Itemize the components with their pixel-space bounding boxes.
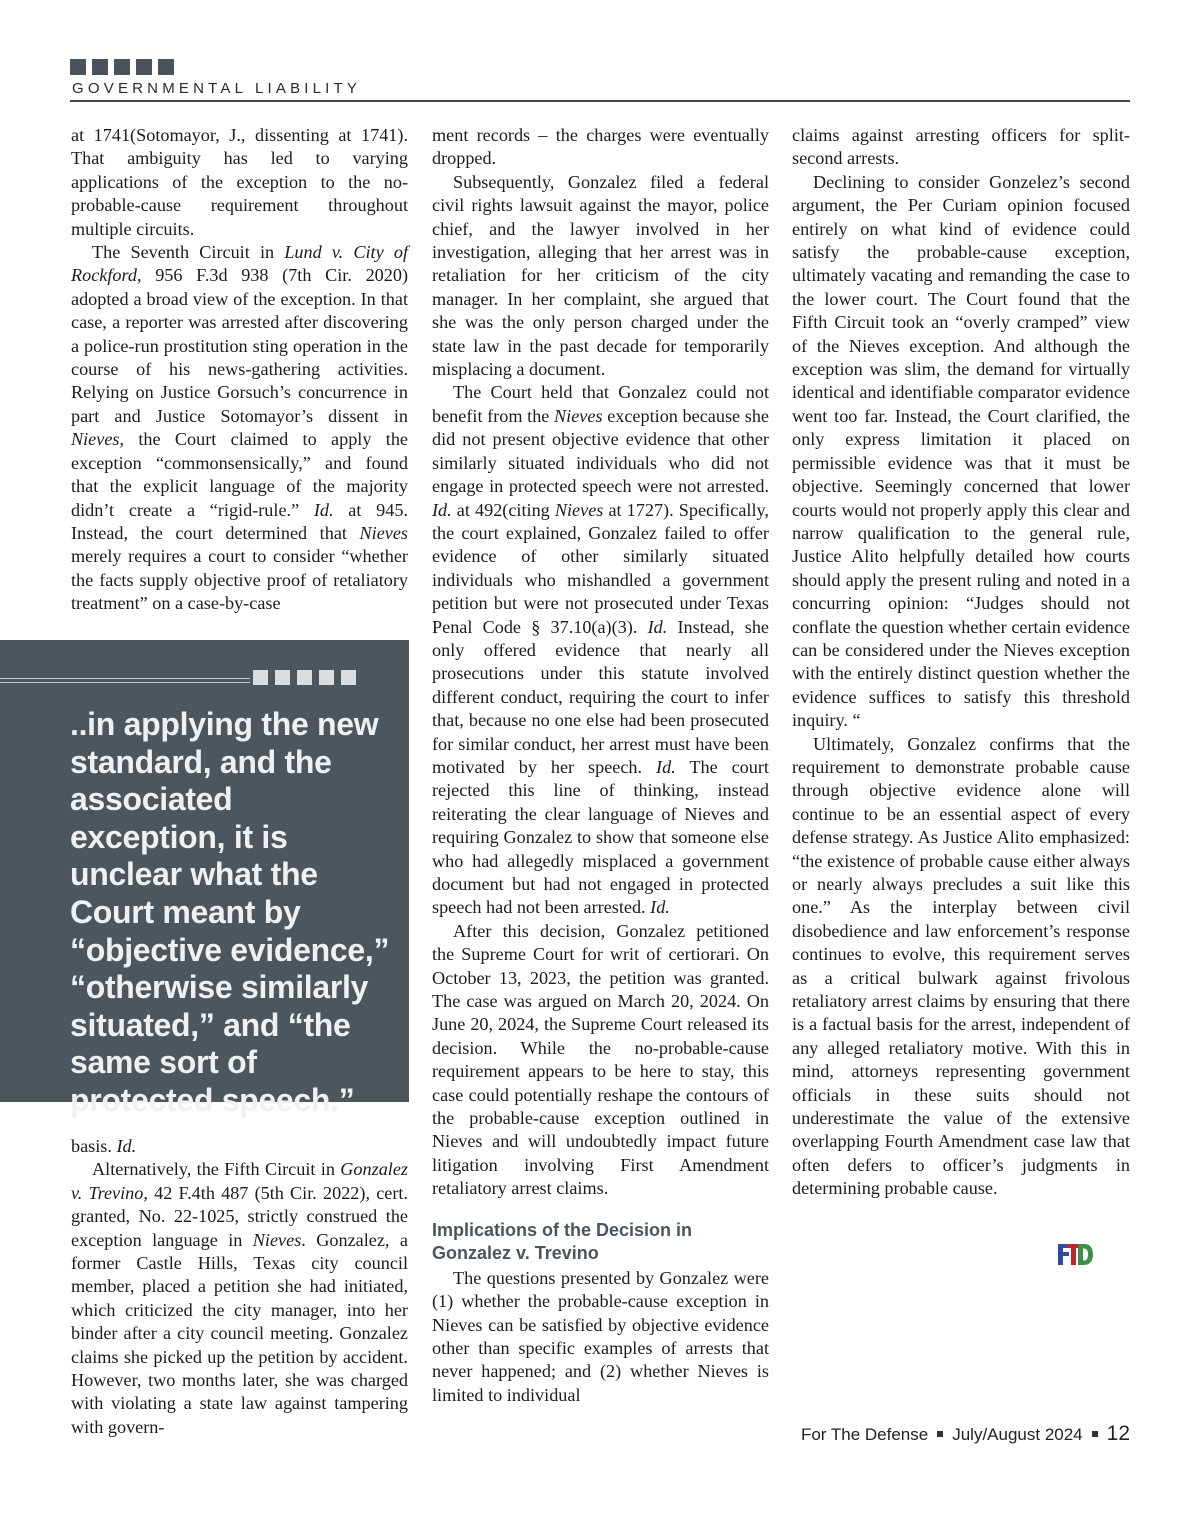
decor-square: [136, 59, 152, 75]
body-paragraph: Alternatively, the Fifth Circuit in Gonzalez v. Trevino, 42 F.4th 487 (5th Cir. 2022), cert. granted, No. 22-1025, strictly construed the exception language in Nieves. Gonzalez, a former Castle Hills, Texas city council member, placed a petition she had initiated, which criticized the city manager, into her binder after a city council meeting. Gonzalez claims she picked up the petition by accident. However, two months later, she was charged with violating a state law against tampering with govern-: [71, 1159, 408, 1437]
pull-quote-squares: [253, 670, 356, 685]
body-paragraph: Declining to consider Gonzelez’s second argument, the Per Curiam opinion focused entirely on what kind of evidence could satisfy the probable-cause exception, ultimately vacating and remanding the case to the lower court. The Court found that the Fifth Circuit took an “overly cramped” view of the Nieves exception. And although the exception was slim, the demand for virtually identical and identifiable comparator evidence went too far. Instead, the Court clarified, the only express limitation it placed on permissible evidence was that it must be objective. Seemingly concerned that lower courts would not properly apply this clear and narrow qualification to the general rule, Justice Alito helpfully detailed how courts should apply the present ruling and noted in a concurring opinion: “Judges should not conflate the question whether certain evidence can be considered under the Nieves exception with the entirely distinct question whether the evidence suffices to satisfy this threshold inquiry. “: [792, 171, 1130, 731]
column-2-body: [432, 124, 769, 1201]
header-squares: [70, 59, 174, 75]
article-column-1-bottom: [71, 1135, 408, 1439]
footer-separator: [937, 1431, 943, 1437]
decor-square: [319, 670, 334, 685]
pull-quote-text: ..in applying the new standard, and the associated exception, it is unclear what the Court meant by “objective evidence,” “otherwise similarly situated,” and “the same sort of protected speech.”: [70, 706, 390, 1118]
header-rule: [70, 100, 1130, 102]
decor-square: [92, 59, 108, 75]
article-column-2: [432, 124, 769, 1407]
body-paragraph: basis. Id.: [71, 1136, 137, 1156]
body-paragraph: Ultimately, Gonzalez confirms that the requirement to demonstrate probable cause through objective evidence alone will continue to be an essential aspect of every defense strategy. As Justice Alito emphasized: “the existence of probable cause either always or nearly always precludes a suit like this one.” As the interplay between civil disobedience and law enforcement’s response continues to evolve, this requirement serves as a critical bulwark against frivolous retaliatory arrest claims by ensuring that there is a factual basis for the arrest, independent of any alleged retaliatory motive. With this in mind, attorneys representing government officials in these suits should not underestimate the value of the extensive overlapping Fourth Amendment case law that often defers to officer’s judgments in determining probable cause.: [792, 733, 1130, 1199]
footer-issue: July/August 2024: [952, 1425, 1083, 1444]
pull-quote-rule: [0, 678, 250, 683]
ftd-logo-icon: [1056, 1241, 1094, 1267]
decor-square: [253, 670, 268, 685]
body-paragraph: The Seventh Circuit in Lund v. City of Rockford, 956 F.3d 938 (7th Cir. 2020) adopted a broad view of the exception. In that case, a reporter was arrested after discovering a police-run prostitution sting operation in the course of his news-gathering activities. Relying on Justice Gorsuch’s concurrence in part and Justice Sotomayor’s dissent in Nieves, the Court claimed to apply the exception “commonsensically,” and found that the explicit language of the majority didn’t create a “rigid-rule.” Id. at 945. Instead, the court determined that Nieves merely requires a court to consider “whether the facts supply objective proof of retaliatory treatment” on a case-by-case: [71, 242, 409, 614]
decor-square: [158, 59, 174, 75]
decor-square: [275, 670, 290, 685]
article-column-1-top: [71, 124, 408, 616]
body-paragraph: ment records – the charges were eventually dropped.: [432, 125, 769, 169]
decor-square: [70, 59, 86, 75]
pull-quote: [0, 640, 409, 1118]
page-footer: [801, 1422, 1130, 1446]
body-paragraph: The Court held that Gonzalez could not benefit from the Nieves exception because she did not present objective evidence that other similarly situated individuals who did not engage in protected speech were not arrested. Id. at 492(citing Nieves at 1727). Specifically, the court explained, Gonzalez failed to offer evidence of other similarly situated individuals who mishandled a government petition but were not prosecuted under Texas Penal Code § 37.10(a)(3). Id. Instead, she only offered evidence that nearly all prosecutions under this statute involved different conduct, requiring the court to infer that, because no one else had been prosecuted for similar conduct, her arrest must have been motivated by her speech. Id. The court rejected this line of thinking, instead reiterating the clear language of Nieves and requiring Gonzalez to show that someone else who had allegedly misplaced a government document but had not engaged in protected speech had not been arrested. Id.: [432, 382, 769, 918]
section-title: GOVERNMENTAL LIABILITY: [72, 80, 362, 97]
footer-separator: [1092, 1431, 1098, 1437]
body-paragraph: at 1741(Sotomayor, J., dissenting at 1741). That ambiguity has led to varying applications of the exception to the no-probable-cause requirement throughout multiple circuits.: [71, 125, 408, 239]
decor-square: [114, 59, 130, 75]
page-number: 12: [1106, 1422, 1130, 1445]
body-paragraph: The questions presented by Gonzalez were (1) whether the probable-cause exception in Nieves can be satisfied by objective evidence other than specific examples of arrests that never happened; and (2) whether Nieves is limited to individual: [432, 1267, 769, 1405]
article-column-3: [792, 124, 1130, 1201]
body-paragraph: claims against arresting officers for split-second arrests.: [792, 125, 1130, 169]
column-2-continued: [432, 1267, 769, 1407]
footer-publication: For The Defense: [800, 1425, 929, 1444]
decor-square: [341, 670, 356, 685]
decor-square: [297, 670, 312, 685]
body-paragraph: After this decision, Gonzalez petitioned the Supreme Court for writ of certiorari. On October 13, 2023, the petition was granted. The case was argued on March 20, 2024. On June 20, 2024, the Supreme Court released its decision. While the no-probable-cause requirement appears to be here to stay, this case could potentially reshape the contours of the probable-cause exception outlined in Nieves and will undoubtedly impact future litigation involving First Amendment retaliatory arrest claims.: [432, 920, 769, 1199]
section-subhead: Implications of the Decision in Gonzalez v. Trevino: [432, 1219, 693, 1263]
body-paragraph: Subsequently, Gonzalez filed a federal civil rights lawsuit against the mayor, police chief, and the lawyer involved in her investigation, alleging that her arrest was in retaliation for her criticism of the city manager. In her complaint, she argued that she was the only person charged under the state law in the past decade for temporarily misplacing a document.: [432, 171, 769, 380]
